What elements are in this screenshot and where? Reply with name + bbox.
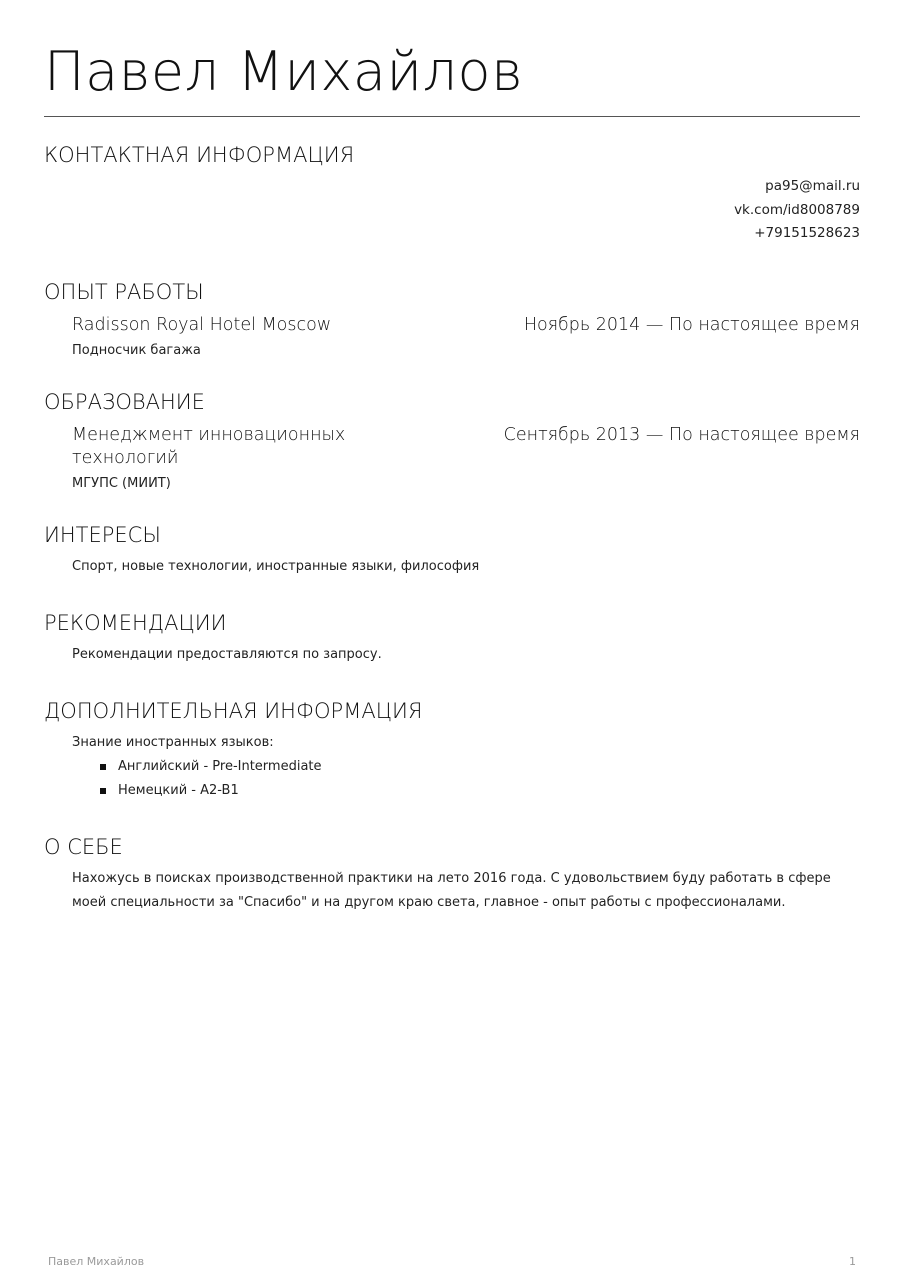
education-title: ОБРАЗОВАНИЕ bbox=[44, 389, 205, 414]
list-item: Английский - Pre-Intermediate bbox=[100, 755, 860, 779]
education-period: Сентябрь 2013 — По настоящее время bbox=[503, 424, 860, 445]
experience-position: Подносчик багажа bbox=[72, 342, 201, 358]
contacts-list bbox=[44, 175, 860, 246]
contacts-section bbox=[44, 141, 860, 246]
about-section bbox=[44, 833, 860, 915]
references-text: Рекомендации предоставляются по запросу. bbox=[72, 646, 382, 662]
education-program: Менеджмент инновационных технологий bbox=[72, 424, 346, 468]
education-section bbox=[44, 388, 860, 491]
experience-title: ОПЫТ РАБОТЫ bbox=[44, 279, 204, 304]
additional-title: ДОПОЛНИТЕЛЬНАЯ ИНФОРМАЦИЯ bbox=[44, 698, 423, 723]
contact-email[interactable]: pa95@mail.ru bbox=[765, 178, 860, 194]
experience-section bbox=[44, 278, 860, 358]
interests-title: ИНТЕРЕСЫ bbox=[44, 522, 161, 547]
resume-page bbox=[44, 0, 860, 915]
experience-entry bbox=[44, 314, 860, 337]
education-institution: МГУПС (МИИТ) bbox=[72, 475, 171, 491]
experience-employer: Radisson Royal Hotel Moscow bbox=[72, 314, 332, 335]
contacts-title: КОНТАКТНАЯ ИНФОРМАЦИЯ bbox=[44, 143, 355, 167]
contact-phone[interactable]: +79151528623 bbox=[754, 225, 860, 241]
footer-page-number: 1 bbox=[849, 1255, 856, 1268]
references-title: РЕКОМЕНДАЦИИ bbox=[44, 610, 227, 635]
additional-section bbox=[44, 697, 860, 803]
education-entry bbox=[44, 424, 860, 470]
interests-section bbox=[44, 521, 860, 579]
interests-text: Спорт, новые технологии, иностранные языки, философия bbox=[72, 558, 480, 574]
references-section bbox=[44, 609, 860, 667]
languages-list bbox=[44, 755, 860, 803]
about-text: Нахожусь в поисках производственной практики на лето 2016 года. С удовольствием буду работать в сфере моей специальности за "Спасибо" и на другом краю света, главное - опыт работы с профессионалами. bbox=[72, 870, 831, 910]
resume-name: Павел Михайлов bbox=[44, 40, 524, 103]
about-title: О СЕБЕ bbox=[44, 834, 123, 859]
contact-vk[interactable]: vk.com/id8008789 bbox=[734, 201, 860, 218]
header-divider bbox=[44, 116, 860, 117]
list-item: Немецкий - A2-B1 bbox=[100, 779, 860, 803]
additional-intro: Знание иностранных языков: bbox=[72, 734, 274, 750]
footer-name: Павел Михайлов bbox=[48, 1255, 145, 1268]
experience-period: Ноябрь 2014 — По настоящее время bbox=[523, 314, 860, 335]
